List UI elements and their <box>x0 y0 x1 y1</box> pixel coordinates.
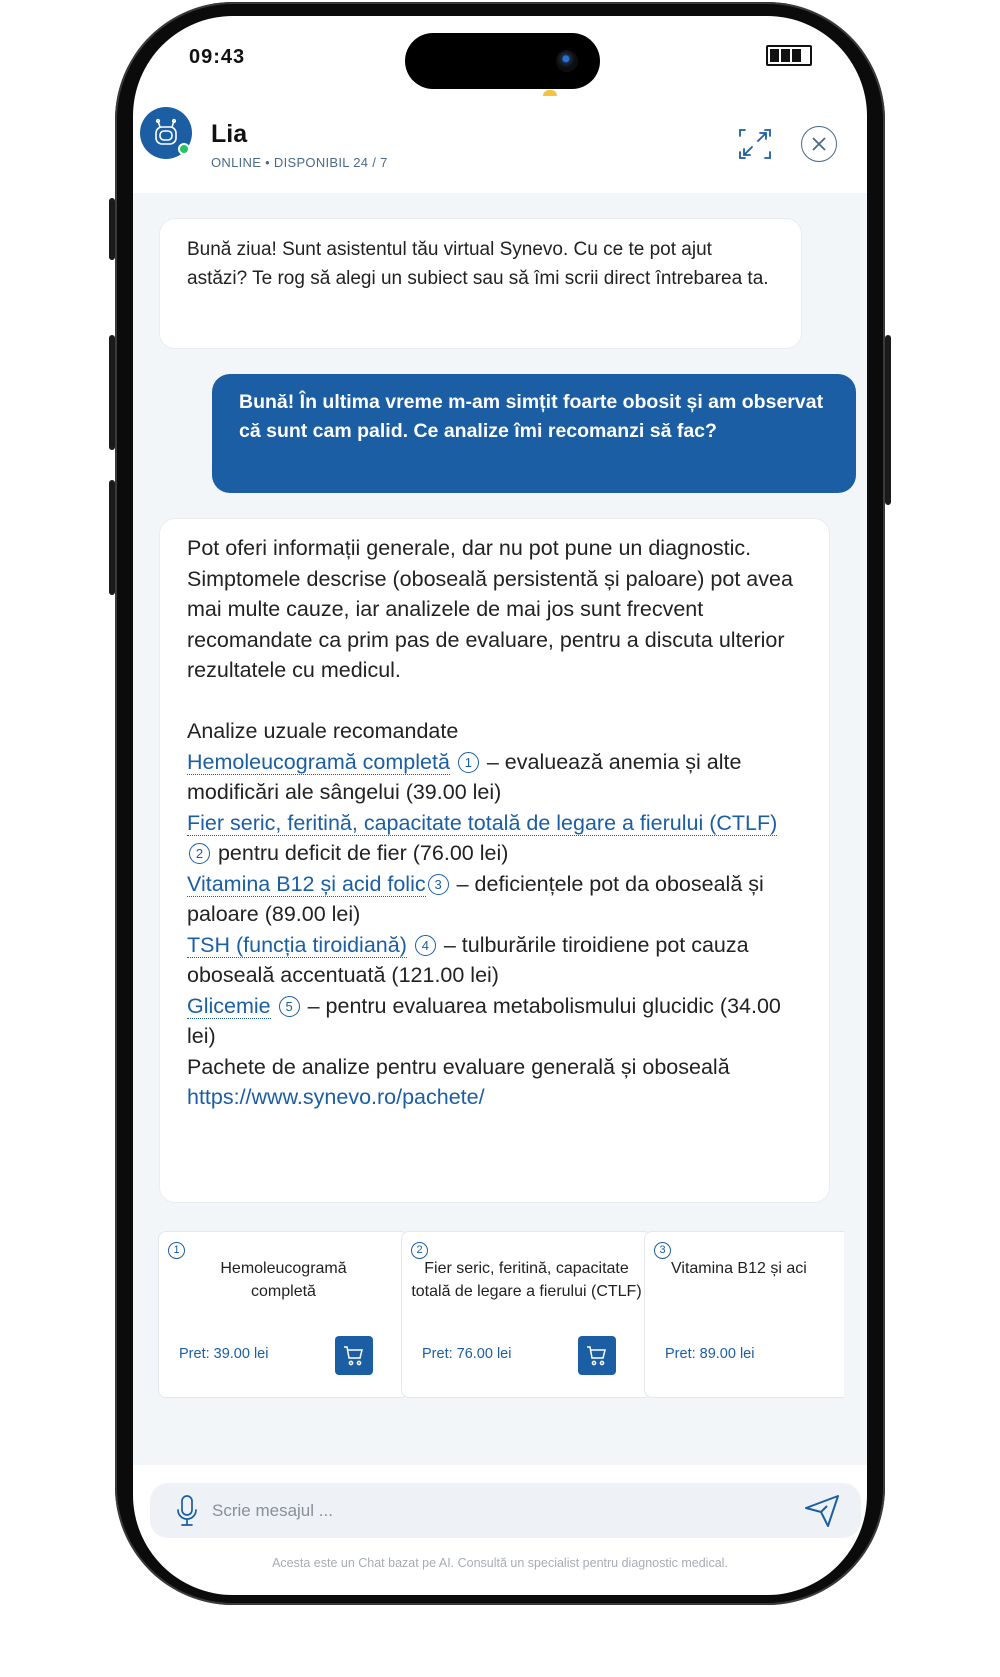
expand-button[interactable] <box>737 126 773 162</box>
message-composer <box>150 1483 861 1538</box>
bot-name: Lia <box>211 120 248 148</box>
test-link[interactable]: Vitamina B12 și acid folic <box>187 871 426 896</box>
cart-icon <box>586 1345 608 1367</box>
card-title: Vitamina B12 și aci <box>671 1260 807 1277</box>
reference-badge[interactable]: 3 <box>428 874 449 895</box>
item-description: – tulburările tiroidiene pot cauza oboseală accentuată (121.00 lei) <box>187 932 749 987</box>
cart-icon <box>343 1345 365 1367</box>
card-number: 2 <box>411 1242 428 1259</box>
section-title: Analize uzuale recomandate <box>187 719 459 743</box>
bot-status: ONLINE • DISPONIBIL 24 / 7 <box>211 155 388 170</box>
test-link[interactable]: Glicemie <box>187 993 271 1018</box>
indicator-dot <box>543 90 557 96</box>
expand-icon <box>738 127 772 161</box>
power-button <box>885 335 891 505</box>
item-description: – evaluează anemia și alte modificări ale sângelui (39.00 lei) <box>187 749 742 804</box>
camera-icon <box>556 50 578 72</box>
card-price: Pret: 39.00 lei <box>179 1346 269 1362</box>
test-link[interactable]: Hemoleucogramă completă <box>187 749 450 774</box>
close-icon <box>811 136 827 152</box>
packages-text: Pachete de analize pentru evaluare generală și oboseală <box>187 1054 730 1079</box>
card-number: 1 <box>168 1242 185 1259</box>
card-title: Fier seric, feritină, capacitate totală de legare a fierului (CTLF) <box>411 1260 642 1300</box>
dynamic-island <box>405 33 600 89</box>
test-link[interactable]: Fier seric, feritină, capacitate totală de legare a fierului (CTLF) <box>187 810 778 835</box>
product-card[interactable] <box>401 1231 652 1398</box>
action-button <box>109 198 115 260</box>
reference-badge[interactable]: 1 <box>458 752 479 773</box>
status-time: 09:43 <box>189 46 246 68</box>
add-to-cart-button[interactable] <box>335 1336 373 1375</box>
product-card[interactable] <box>644 1231 844 1398</box>
reference-badge[interactable]: 5 <box>279 996 300 1017</box>
user-message: Bună! În ultima vreme m-am simțit foarte obosit și am observat că sunt cam palid. Ce analize îmi recomanzi să fac? <box>212 374 856 493</box>
packages-link[interactable]: https://www.synevo.ro/pachete/ <box>187 1085 485 1109</box>
chat-area <box>133 193 867 1465</box>
recommendation-item <box>187 808 809 869</box>
online-indicator <box>178 143 190 155</box>
battery-icon <box>766 45 812 66</box>
bot-message-greeting: Bună ziua! Sunt asistentul tău virtual Synevo. Cu ce te pot ajut astăzi? Te rog să alegi un subiect sau să îmi scrii direct întrebarea ta. <box>159 218 802 349</box>
item-description: pentru deficit de fier (76.00 lei) <box>212 841 509 865</box>
send-button[interactable] <box>802 1491 842 1531</box>
bot-message-reply <box>159 518 830 1203</box>
recommendation-item <box>187 747 809 808</box>
reply-paragraph: Pot oferi informații generale, dar nu pot pune un diagnostic. <box>187 536 752 560</box>
card-price: Pret: 89.00 lei <box>665 1346 755 1362</box>
item-description: – deficiențele pot da oboseală și paloare (89.00 lei) <box>187 871 764 926</box>
recommendation-item <box>187 991 809 1052</box>
card-number: 3 <box>654 1242 671 1259</box>
volume-down-button <box>109 480 115 595</box>
reply-paragraph: Simptomele descrise (oboseală persistentă și paloare) pot avea mai multe cauze, iar analizele de mai jos sunt frecvent recomandate ca prim pas de evaluare, pentru a discuta ulterior rezultatele cu medicul. <box>187 566 793 682</box>
card-price: Pret: 76.00 lei <box>422 1346 512 1362</box>
send-icon <box>804 1493 840 1529</box>
reference-badge[interactable]: 4 <box>415 935 436 956</box>
recommendation-item <box>187 930 809 991</box>
microphone-icon <box>175 1494 199 1528</box>
reference-badge[interactable]: 2 <box>189 843 210 864</box>
add-to-cart-button[interactable] <box>578 1336 616 1375</box>
recommendation-item <box>187 869 809 930</box>
test-link[interactable]: TSH (funcția tiroidiană) <box>187 932 407 957</box>
card-title: Hemoleucogramă completă <box>220 1260 347 1300</box>
item-description: – pentru evaluarea metabolismului glucidic (34.00 lei) <box>187 993 781 1048</box>
microphone-button[interactable] <box>170 1493 204 1529</box>
ai-disclaimer: Acesta este un Chat bazat pe AI. Consultă un specialist pentru diagnostic medical. <box>272 1556 728 1570</box>
product-card[interactable] <box>158 1231 409 1398</box>
phone-screen <box>133 16 867 1595</box>
close-button[interactable] <box>801 126 837 162</box>
volume-up-button <box>109 335 115 450</box>
message-input[interactable] <box>212 1483 772 1538</box>
robot-icon <box>151 118 181 148</box>
